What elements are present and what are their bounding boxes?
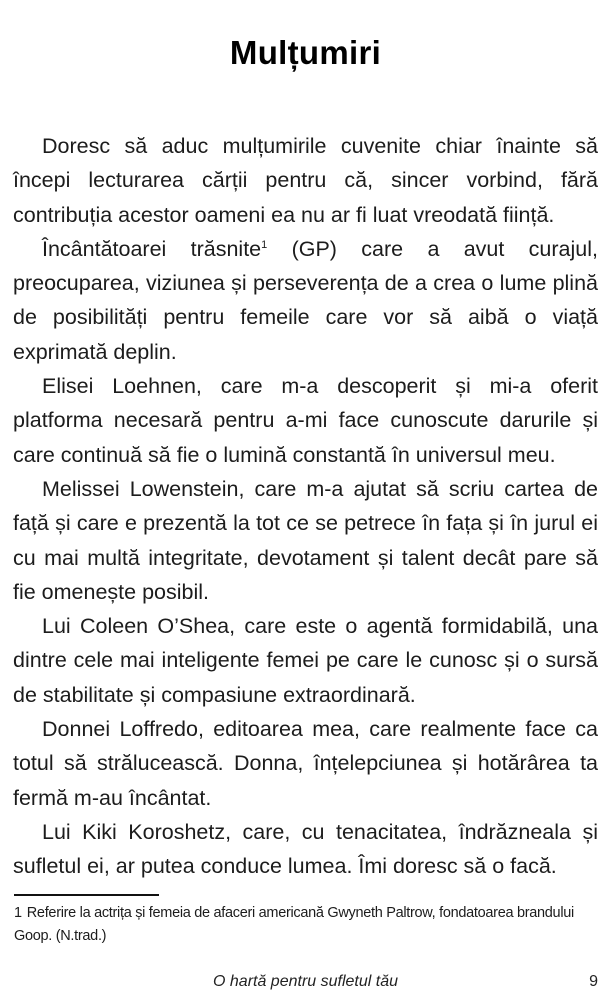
- paragraph-coleen: Lui Coleen O’Shea, care este o agentă formidabilă, una dintre cele mai inteligente femei pe care le cunosc și o sursă de stabilitate și compasiune extraordinară.: [13, 614, 598, 707]
- footnote-number: 1: [14, 905, 22, 921]
- footnote-divider: [14, 894, 159, 896]
- body-text: [13, 129, 598, 884]
- paragraph-intro: Doresc să aduc mulțumirile cuvenite chiar înainte să începi lecturarea cărții pentru că, sincer vorbind, fără contribuția acestor oameni ea nu ar fi luat vreodată ființă.: [13, 134, 598, 227]
- paragraph-donna: Donnei Loffredo, editoarea mea, care realmente face ca totul să strălucească. Donna, înțelepciunea și hotărârea ta fermă m-au încântat.: [13, 717, 598, 810]
- paragraph-elise: Elisei Loehnen, care m-a descoperit și mi-a oferit platforma necesară pentru a-mi face cunoscute darurile și care continuă să fie o lumină constantă în universul meu.: [13, 374, 598, 467]
- paragraph-gp-text-before: Încântătoarei trăsnite: [42, 236, 262, 261]
- paragraph-gp-text-after: (GP) care a avut curajul, preocuparea, viziunea și perseverența de a crea o lume plină de posibilități pentru femeile care vor să aibă o viață exprimată deplin.: [13, 236, 598, 364]
- paragraph-gp: [13, 232, 598, 369]
- running-footer: [0, 973, 611, 995]
- paragraph-kiki: Lui Kiki Koroshetz, care, cu tenacitatea, îndrăzneala și sufletul ei, ar putea conduce lumea. Îmi doresc să o facă.: [13, 819, 598, 879]
- paragraph-melissa: Melissei Lowenstein, care m-a ajutat să scriu cartea de față și care e prezentă la tot ce se petrece în fața și în jurul ei cu mai multă integritate, devotament și talent decât pare să fie omenește posibil.: [13, 476, 598, 604]
- page-title: Mulțumiri: [229, 34, 382, 72]
- running-footer-book-title: O hartă pentru sufletul tău: [213, 973, 398, 990]
- footnote-text: Referire la actrița și femeia de afaceri americană Gwyneth Paltrow, fondatoarea brandului Goop. (N.trad.): [14, 905, 574, 944]
- footnote: [14, 902, 599, 948]
- page-number: 9: [589, 973, 598, 990]
- footnote-reference[interactable]: 1: [261, 238, 268, 251]
